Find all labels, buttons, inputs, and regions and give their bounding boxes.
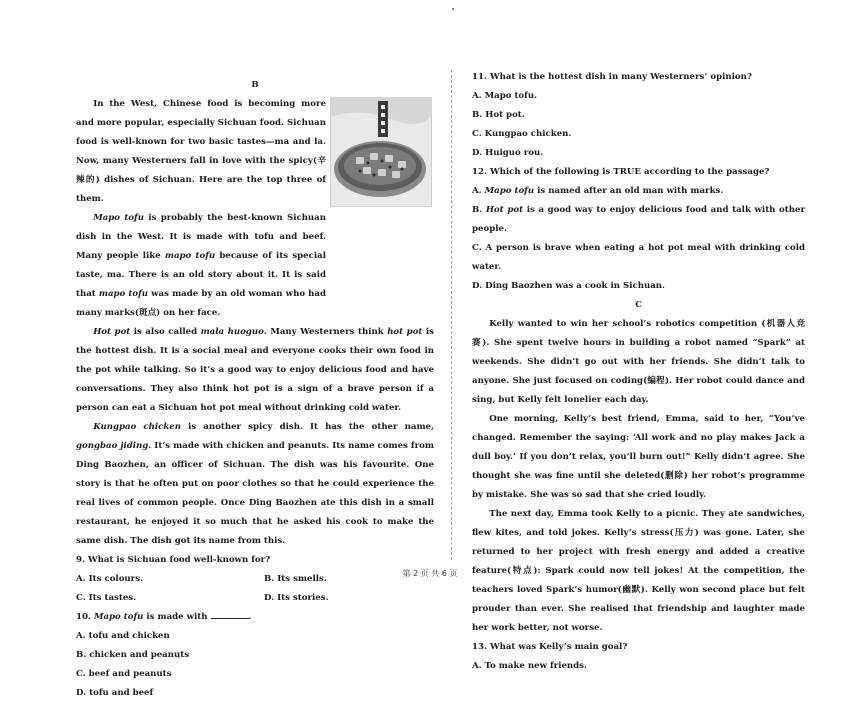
option-b — [472, 201, 805, 239]
dish-name: mapo tofu — [164, 251, 216, 261]
dish-name: Mapo tofu — [484, 186, 535, 196]
page-number-footer: 第 2 页 共 6 页 — [402, 569, 458, 578]
text-span: was made by an old woman who had many marks(斑点) on her face. — [76, 289, 326, 318]
question-13: 13. What was Kelly’s main goal? — [472, 642, 628, 652]
passage-b-paragraph-3 — [76, 323, 434, 418]
text-span: is the hottest dish. It is a social meal and everyone cooks their own food in the pot while talking. So it’s a good way to enjoy delicious food and have conversations. They also think hot pot is a sign of a brave person if a person can eat a Sichuan hot pot meal without drinking cold water. — [76, 327, 434, 413]
question-number: 10. — [76, 612, 94, 622]
dish-name: Mapo tofu — [93, 612, 144, 622]
option-d: D. Ding Baozhen was a cook in Sichuan. — [472, 281, 666, 291]
dish-name: hot pot — [387, 327, 423, 337]
right-column — [472, 68, 805, 676]
scan-dot — [452, 8, 454, 10]
option-a: A. tofu and chicken — [76, 631, 170, 641]
option-d: D. tofu and beef — [76, 688, 154, 698]
passage-b-paragraph-1: In the West, Chinese food is becoming more and more popular, especially Sichuan food. Sichuan food is well-known for two basic tastes—ma and la. Now, many Westerners fall in love with the spicy(辛辣的) dishes of Sichuan. Here are the top three of them. — [76, 99, 326, 204]
dish-name: gongbao jiding — [76, 441, 149, 451]
text-span: . — [248, 612, 252, 622]
text-span: is a good way to enjoy delicious food and talk with other people. — [472, 205, 805, 234]
option-c: C. A person is brave when eating a hot pot meal with drinking cold water. — [472, 243, 805, 272]
text-span: is named after an old man with marks. — [534, 186, 724, 196]
passage-b-paragraph-2 — [76, 209, 326, 323]
question-9-options-row-2 — [76, 589, 434, 608]
option-a: A. Its colours. — [76, 574, 144, 584]
option-letter: B. — [472, 205, 486, 215]
option-c: C. Its tastes. — [76, 593, 137, 603]
question-11: 11. What is the hottest dish in many Westerners’ opinion? — [472, 72, 752, 82]
option-letter: A. — [472, 186, 485, 196]
dish-name: mala huoguo — [200, 327, 264, 337]
passage-c-paragraph-2: One morning, Kelly’s best friend, Emma, said to her, “You’ve changed. Remember the saying: ‘All work and no play makes Jack a dull boy.’ If you don’t relax, you’ll burn out!” Kelly didn’t agree. She thought she was fine until she deleted(删除) her robot’s programme by mistake. She was so sad that she cried loudly. — [472, 414, 805, 500]
text-span: is made with — [143, 612, 208, 622]
section-b-heading: B — [251, 80, 259, 90]
option-d: D. Its stories. — [264, 593, 329, 603]
answer-blank[interactable] — [211, 609, 249, 619]
option-a: A. Mapo tofu. — [472, 91, 538, 101]
option-d: D. Huiguo rou. — [472, 148, 544, 158]
option-b: B. Its smells. — [264, 574, 327, 584]
dish-name: Hot pot — [93, 327, 131, 337]
dish-name: mapo tofu — [98, 289, 149, 299]
dish-name: Kungpao chicken — [93, 422, 182, 432]
question-12: 12. Which of the following is TRUE according to the passage? — [472, 167, 770, 177]
option-b: B. chicken and peanuts — [76, 650, 190, 660]
text-span: . It’s made with chicken and peanuts. Its name comes from Ding Baozhen, an officer of Sichuan. The dish was his favourite. One story is that he often put on poor clothes so that he could experience the real lives of common people. Once Ding Baozhen ate this dish in a small restaurant, he enjoyed it so much that he asked his cook to make the same dish. The dish got its name from this. — [76, 441, 434, 546]
text-span: is another spicy dish. It has the other name, — [181, 422, 435, 432]
option-a — [472, 182, 805, 201]
passage-c-paragraph-3: The next day, Emma took Kelly to a picnic. They ate sandwiches, flew kites, and told jokes. Kelly’s stress(压力) was gone. Later, she returned to her project with fresh energy and added a creative feature(特点): Spark could now tell jokes! At the competition, the teachers loved Spark’s humor(幽默). Kelly won second place but felt prouder than ever. She realised that friendship and laughter made her work better, not worse. — [472, 509, 805, 633]
dish-name: Hot pot — [485, 205, 524, 215]
option-a: A. To make new friends. — [472, 661, 588, 671]
passage-c-paragraph-1: Kelly wanted to win her school’s robotics competition (机器人竞赛). She spent twelve hours in building a robot named “Spark” at weekends. She didn’t go out with her friends. She didn’t talk to anyone. She just focused on coding(编程). Her robot could dance and sing, but Kelly felt lonelier each day. — [472, 319, 805, 405]
option-c: C. beef and peanuts — [76, 669, 172, 679]
option-b: B. Hot pot. — [472, 110, 525, 120]
question-9: 9. What is Sichuan food well-known for? — [76, 555, 271, 565]
text-span: . Many Westerners think — [263, 327, 388, 337]
passage-b-paragraph-4 — [76, 418, 434, 551]
text-span: is probably the best-known Sichuan dish in the West. It is made with tofu and beef. Many people like — [76, 213, 327, 261]
section-c-heading: C — [635, 300, 642, 310]
column-divider — [451, 70, 452, 560]
option-c: C. Kungpao chicken. — [472, 129, 572, 139]
text-span: because of its special taste, ma. There is an old story about it. It is said that — [76, 251, 326, 299]
left-column — [76, 76, 434, 703]
dish-name: Mapo tofu — [93, 213, 144, 223]
text-span: is also called — [130, 327, 201, 337]
question-10 — [76, 608, 434, 627]
